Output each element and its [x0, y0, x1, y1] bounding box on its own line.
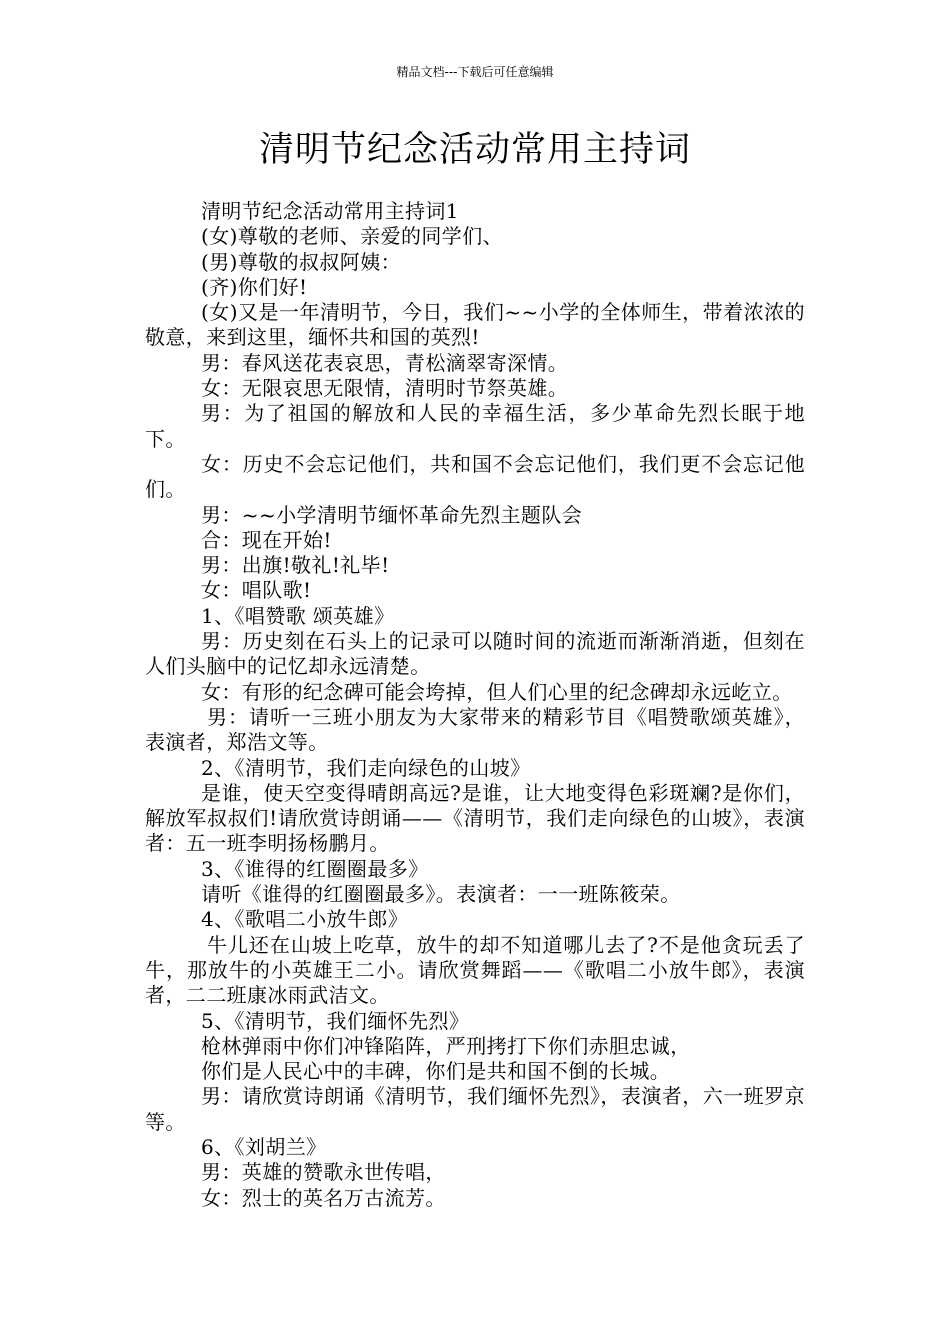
paragraph-subtitle: 清明节纪念活动常用主持词1 [201, 199, 459, 223]
paragraph: 你们是人民心中的丰碑，你们是共和国不倒的长城。 [201, 1059, 671, 1084]
section-heading-2: 2、《清明节，我们走向绿色的山坡》 [201, 755, 531, 780]
section-heading-1: 1、《唱赞歌 颂英雄》 [201, 603, 395, 628]
section-heading-4: 4、《歌唱二小放牛郎》 [201, 907, 409, 932]
paragraph: 女：有形的纪念碑可能会垮掉，但人们心里的纪念碑却永远屹立。 [201, 679, 793, 704]
paragraph: 女：烈士的英名万古流芳。 [201, 1185, 446, 1210]
paragraph: 男：春风送花表哀思，青松滴翠寄深情。 [201, 350, 569, 375]
paragraph: 女：无限哀思无限情，清明时节祭英雄。 [201, 376, 569, 401]
paragraph-greeting-female: (女)尊敬的老师、亲爱的同学们、 [201, 224, 504, 249]
paragraph: 男：历史刻在石头上的记录可以随时间的流逝而渐渐消逝，但刻在人们头脑中的记忆却永远清楚。 [145, 629, 805, 679]
paragraph: 请听《谁得的红圈圈最多》。表演者：一一班陈筱荣。 [201, 882, 681, 907]
paragraph: 牛儿还在山坡上吃草，放牛的却不知道哪儿去了?不是他贪玩丢了牛，那放牛的小英雄王二小。请欣赏舞蹈——《歌唱二小放牛郎》，表演者，二二班康冰雨武洁文。 [145, 932, 805, 1008]
document-title: 清明节纪念活动常用主持词 [258, 130, 691, 170]
paragraph: 女：唱队歌! [201, 578, 312, 603]
section-heading-3: 3、《谁得的红圈圈最多》 [201, 856, 429, 881]
paragraph: 男：请听一三班小朋友为大家带来的精彩节目《唱赞歌颂英雄》，表演者，郑浩文等。 [145, 704, 805, 755]
paragraph-greeting-together: (齐)你们好! [201, 274, 308, 299]
paragraph-greeting-male: (男)尊敬的叔叔阿姨： [201, 249, 402, 274]
paragraph: 合：现在开始! [201, 527, 332, 552]
paragraph: 枪林弹雨中你们冲锋陷阵，严刑拷打下你们赤胆忠诚， [201, 1033, 691, 1058]
paragraph: 男：请欣赏诗朗诵《清明节，我们缅怀先烈》，表演者，六一班罗京等。 [145, 1084, 805, 1134]
header-note: 精品文档---下载后可任意编辑 [396, 65, 554, 79]
paragraph: 男：为了祖国的解放和人民的幸福生活，多少革命先烈长眠于地下。 [145, 401, 805, 451]
paragraph: 男：~~小学清明节缅怀革命先烈主题队会 [201, 502, 583, 527]
paragraph: (女)又是一年清明节，今日，我们~~小学的全体师生，带着浓浓的敬意，来到这里，缅怀共和国的英烈! [145, 300, 805, 350]
paragraph: 女：历史不会忘记他们，共和国不会忘记他们，我们更不会忘记他们。 [145, 451, 805, 502]
paragraph: 男：英雄的赞歌永世传唱， [201, 1160, 446, 1185]
section-heading-5: 5、《清明节，我们缅怀先烈》 [201, 1008, 470, 1033]
section-heading-6: 6、《刘胡兰》 [201, 1134, 327, 1159]
paragraph: 是谁，使天空变得晴朗高远?是谁，让大地变得色彩斑斓?是你们，解放军叔叔们!请欣赏诗朗诵——《清明节，我们走向绿色的山坡》，表演者：五一班李明扬杨鹏月。 [145, 780, 805, 856]
paragraph: 男：出旗!敬礼!礼毕! [201, 553, 390, 578]
document-body [145, 199, 805, 1211]
